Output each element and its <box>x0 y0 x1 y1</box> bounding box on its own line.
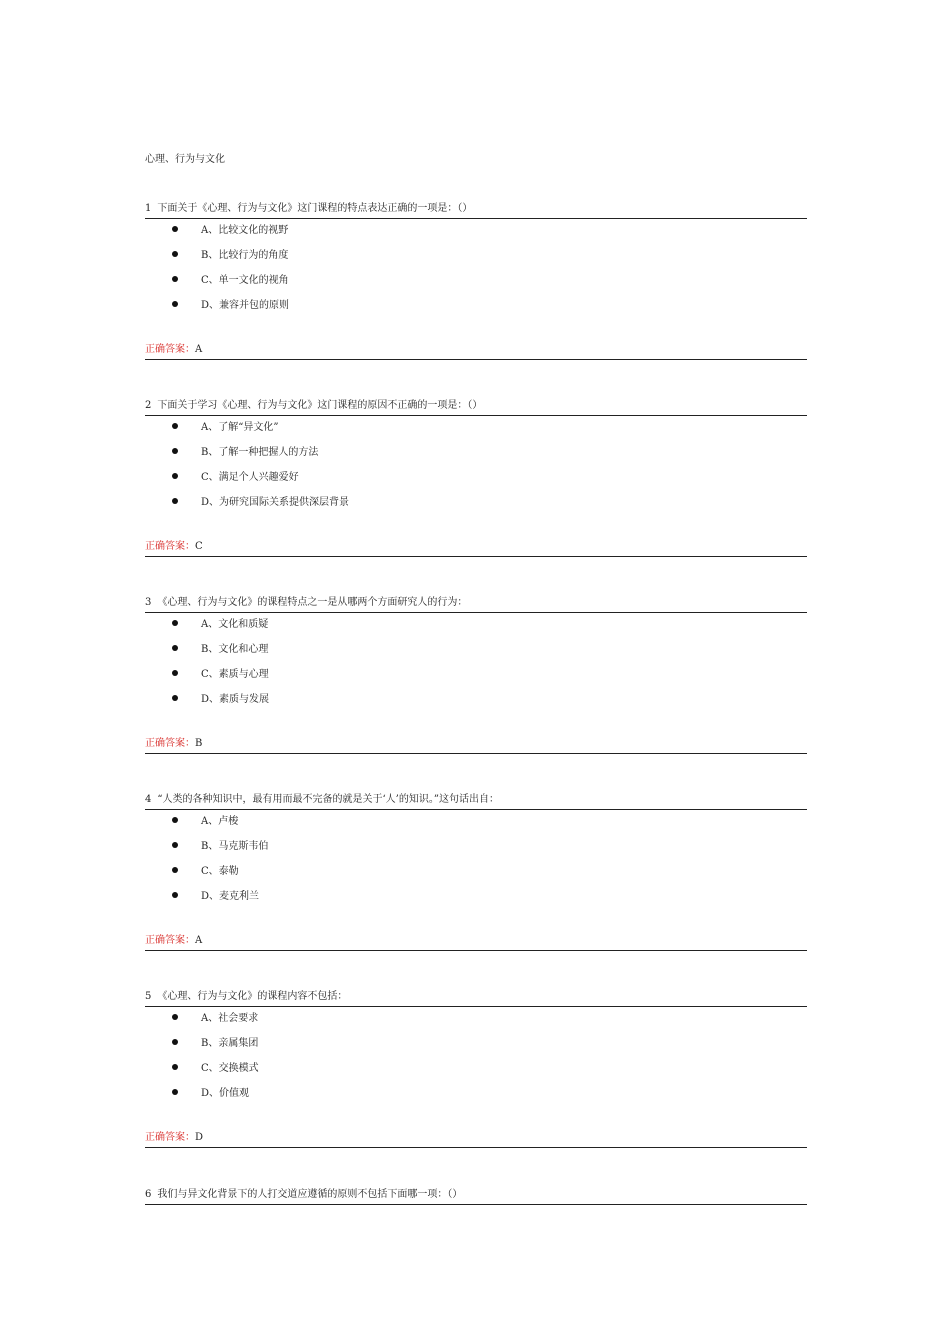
bullet-icon <box>172 498 178 504</box>
question-text <box>145 202 807 219</box>
option-list <box>145 613 807 713</box>
bullet-icon <box>172 1089 178 1095</box>
bullet-icon <box>172 226 178 232</box>
option-item[interactable] <box>145 219 807 244</box>
option-list <box>145 1007 807 1107</box>
option-item[interactable] <box>145 638 807 663</box>
question-number: 6 <box>145 1189 152 1200</box>
option-item[interactable] <box>145 491 807 516</box>
option-list <box>145 416 807 516</box>
bullet-icon <box>172 423 178 429</box>
option-label: B、亲属集团 <box>201 1038 259 1049</box>
option-label: C、满足个人兴趣爱好 <box>201 472 299 483</box>
question-text <box>145 1188 807 1205</box>
option-item[interactable] <box>145 294 807 319</box>
option-list <box>145 810 807 910</box>
bullet-icon <box>172 276 178 282</box>
correct-answer <box>145 737 807 754</box>
option-label: D、麦克利兰 <box>201 891 260 902</box>
bullet-icon <box>172 892 178 898</box>
bullet-icon <box>172 1064 178 1070</box>
question-4 <box>145 793 807 951</box>
question-number: 2 <box>145 400 152 411</box>
bullet-icon <box>172 817 178 823</box>
question-stem: 我们与异文化背景下的人打交道应遵循的原则不包括下面哪一项：（） <box>157 1189 463 1200</box>
question-stem: 《心理、行为与文化》的课程特点之一是从哪两个方面研究人的行为： <box>157 597 468 608</box>
bullet-icon <box>172 867 178 873</box>
option-list <box>145 219 807 319</box>
option-item[interactable] <box>145 688 807 713</box>
option-item[interactable] <box>145 1007 807 1032</box>
option-label: A、比较文化的视野 <box>201 225 289 236</box>
answer-label: 正确答案： <box>145 344 195 355</box>
option-item[interactable] <box>145 885 807 910</box>
option-item[interactable] <box>145 860 807 885</box>
option-label: D、为研究国际关系提供深层背景 <box>201 497 350 508</box>
answer-value: B <box>195 738 203 749</box>
question-number: 3 <box>145 597 152 608</box>
option-item[interactable] <box>145 613 807 638</box>
question-stem: 下面关于《心理、行为与文化》这门课程的特点表达正确的一项是：（） <box>157 203 473 214</box>
question-6 <box>145 1188 807 1205</box>
answer-value: C <box>195 541 203 552</box>
option-label: D、兼容并包的原则 <box>201 300 290 311</box>
bullet-icon <box>172 1014 178 1020</box>
question-stem: 《心理、行为与文化》的课程内容不包括： <box>157 991 348 1002</box>
option-label: D、价值观 <box>201 1088 250 1099</box>
answer-label: 正确答案： <box>145 1132 195 1143</box>
option-item[interactable] <box>145 810 807 835</box>
question-number: 4 <box>145 794 152 805</box>
question-3 <box>145 596 807 754</box>
bullet-icon <box>172 448 178 454</box>
option-item[interactable] <box>145 835 807 860</box>
option-label: D、素质与发展 <box>201 694 270 705</box>
answer-value: D <box>195 1132 204 1143</box>
question-text <box>145 596 807 613</box>
option-item[interactable] <box>145 244 807 269</box>
question-stem: 下面关于学习《心理、行为与文化》这门课程的原因不正确的一项是：（） <box>157 400 483 411</box>
answer-value: A <box>195 935 203 946</box>
answer-label: 正确答案： <box>145 541 195 552</box>
bullet-icon <box>172 670 178 676</box>
document-title: 心理、行为与文化 <box>145 154 225 165</box>
option-label: B、马克斯韦伯 <box>201 841 269 852</box>
option-label: B、比较行为的角度 <box>201 250 289 261</box>
option-label: A、卢梭 <box>201 816 239 827</box>
bullet-icon <box>172 645 178 651</box>
option-label: C、交换模式 <box>201 1063 259 1074</box>
bullet-icon <box>172 695 178 701</box>
option-label: B、了解一种把握人的方法 <box>201 447 319 458</box>
correct-answer <box>145 1131 807 1148</box>
question-stem: “人类的各种知识中，最有用而最不完备的就是关于‘人’的知识。”这句话出自： <box>157 794 499 805</box>
correct-answer <box>145 540 807 557</box>
question-text <box>145 399 807 416</box>
option-label: C、素质与心理 <box>201 669 269 680</box>
correct-answer <box>145 343 807 360</box>
question-number: 5 <box>145 991 152 1002</box>
bullet-icon <box>172 473 178 479</box>
bullet-icon <box>172 620 178 626</box>
option-label: A、文化和质疑 <box>201 619 269 630</box>
option-label: B、文化和心理 <box>201 644 269 655</box>
answer-label: 正确答案： <box>145 738 195 749</box>
question-2 <box>145 399 807 557</box>
question-text <box>145 990 807 1007</box>
option-label: C、单一文化的视角 <box>201 275 289 286</box>
option-item[interactable] <box>145 466 807 491</box>
answer-value: A <box>195 344 203 355</box>
option-item[interactable] <box>145 441 807 466</box>
option-item[interactable] <box>145 269 807 294</box>
option-item[interactable] <box>145 416 807 441</box>
question-number: 1 <box>145 203 152 214</box>
answer-label: 正确答案： <box>145 935 195 946</box>
bullet-icon <box>172 1039 178 1045</box>
option-label: A、了解“异文化” <box>201 422 279 433</box>
bullet-icon <box>172 251 178 257</box>
bullet-icon <box>172 301 178 307</box>
option-item[interactable] <box>145 1057 807 1082</box>
option-label: C、泰勒 <box>201 866 239 877</box>
option-item[interactable] <box>145 663 807 688</box>
question-5 <box>145 990 807 1148</box>
bullet-icon <box>172 842 178 848</box>
option-item[interactable] <box>145 1032 807 1057</box>
correct-answer <box>145 934 807 951</box>
option-label: A、社会要求 <box>201 1013 259 1024</box>
question-1 <box>145 202 807 360</box>
option-item[interactable] <box>145 1082 807 1107</box>
question-text <box>145 793 807 810</box>
